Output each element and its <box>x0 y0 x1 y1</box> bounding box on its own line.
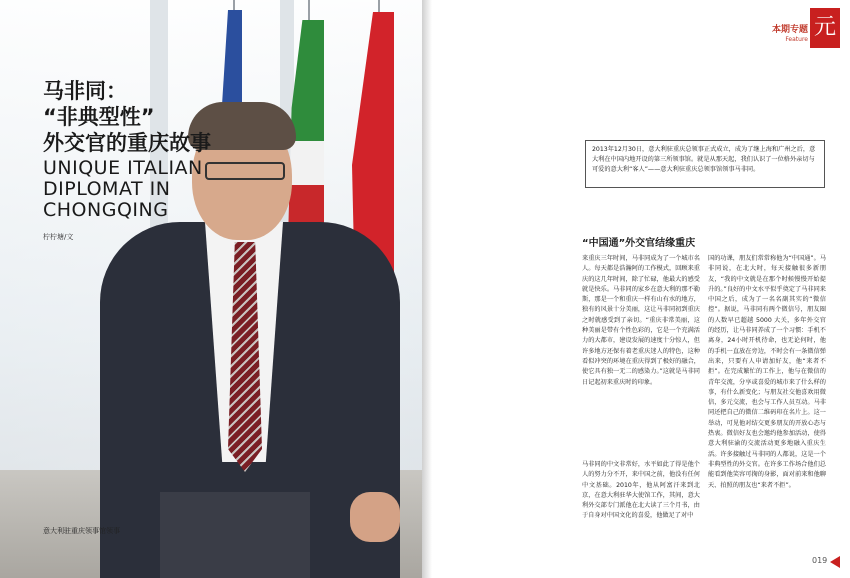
logo-glyph: 元 <box>813 15 836 40</box>
glasses <box>205 162 285 180</box>
left-page-photo <box>0 0 422 578</box>
title-en-line-2: DIPLOMAT IN <box>43 178 171 200</box>
section-heading: “中国通”外交官结缘重庆 <box>582 238 696 249</box>
trousers <box>160 492 310 578</box>
body-column-2: 国的功课，朋友们常常称他为“中国通”。马非同说，在北大时，每天接触很多新朋友，“我的中文就是在那个时候慢慢开始提升的。”良好的中文水平似乎奠定了马非同来中国之后，成为了一名名副其实的“微信控”。据说，马非同有两个微信号，朋友圈的人数早已超越 5000 大关，多年外交官的经历，让马非同养成了一个习惯：手机不离身，24小时开机待命，也无论何时，他的手机一直放在旁边，不时会有一条微信弹出来，只要有人申请加好友，他“来者不拒”。在完成繁忙的工作上，他与在微信的青年交流，分享或喜爱的城市来了什么样的事，有什么新变化；与朋友社交他喜欢用微信，多元交流，也会与工作人员互动。马非同还把自己的微信二维码印在名片上。这一举动，可见他对结交更多朋友的开放心态与热衷。微信好友也会邀约他参加活动，使得意大利驻渝的交流活动更多地融入重庆生活。许多接触过马非同的人都说，这是一个非典型性的外交官。在许多工作场合他们总能看到他笑容可掬的身影，面对前来和他聊天、拍照的朋友也“来者不拒”。 <box>708 255 826 489</box>
photo-caption: 意大利驻重庆领事馆领事 <box>43 527 120 535</box>
title-en-line-1: UNIQUE ITALIAN <box>43 157 203 179</box>
page-marker-icon <box>830 556 840 568</box>
hand <box>350 492 400 542</box>
section-label: 本期专题 <box>771 25 808 35</box>
page-gutter <box>422 0 432 578</box>
section-label-en: Feature <box>785 36 808 43</box>
byline: 柠柠塘/文 <box>43 233 74 241</box>
body-column-1b: 马非同的中文非常好，水平如此了得是他个人的努力分不开，来中国之前，他没有任何中文基础。2010年，他从阿富汗来到北京，在意大利驻华大使馆工作，其间，意大利外交部专门派他在北大读了三个月书，由于自身对中国文化的喜爱，他做足了对中 <box>582 461 700 520</box>
page-number: 019 <box>812 556 828 565</box>
title-en-line-3: CHONGQING <box>43 199 169 221</box>
title-cn-line-2: “非典型性” <box>43 105 155 129</box>
intro-box: 2013年12月30日，意大利驻重庆总领事正式成立，成为了继上海和广州之后，意大利在中国内地开设的第三所领事馆。就是从那天起，我们认识了一位格外亲切与可爱的意大利“客人”——意大利驻重庆总领事馆领事马非同。 <box>585 140 825 188</box>
title-cn-line-1: 马非同： <box>43 79 127 103</box>
body-column-1a: 来重庆三年时间，马非同成为了一个城市名人。每天都是浩瀚阿的工作模式，回顾来重庆的这几年时间，除了忙碌，他最大的感受就是快乐。马非同的家乡在意大利的那不勒斯，那是一个和重庆一样有山有水的地方，独有的风景十分美丽，这让马非同初到重庆之时就感受到了亲切。“重庆非常美丽，这种美丽是带有个性色彩的，它是一个充满活力的大都市，建设发展的速度十分惊人，但许多地方还保有着老重庆迷人的特色，这种看似冲突的环境在重庆得到了极好的融合，使它具有独一无二的感染力。”这就是马非同日记起初来重庆时的印象。 <box>582 255 700 386</box>
title-cn-line-3: 外交官的重庆故事 <box>43 131 211 155</box>
